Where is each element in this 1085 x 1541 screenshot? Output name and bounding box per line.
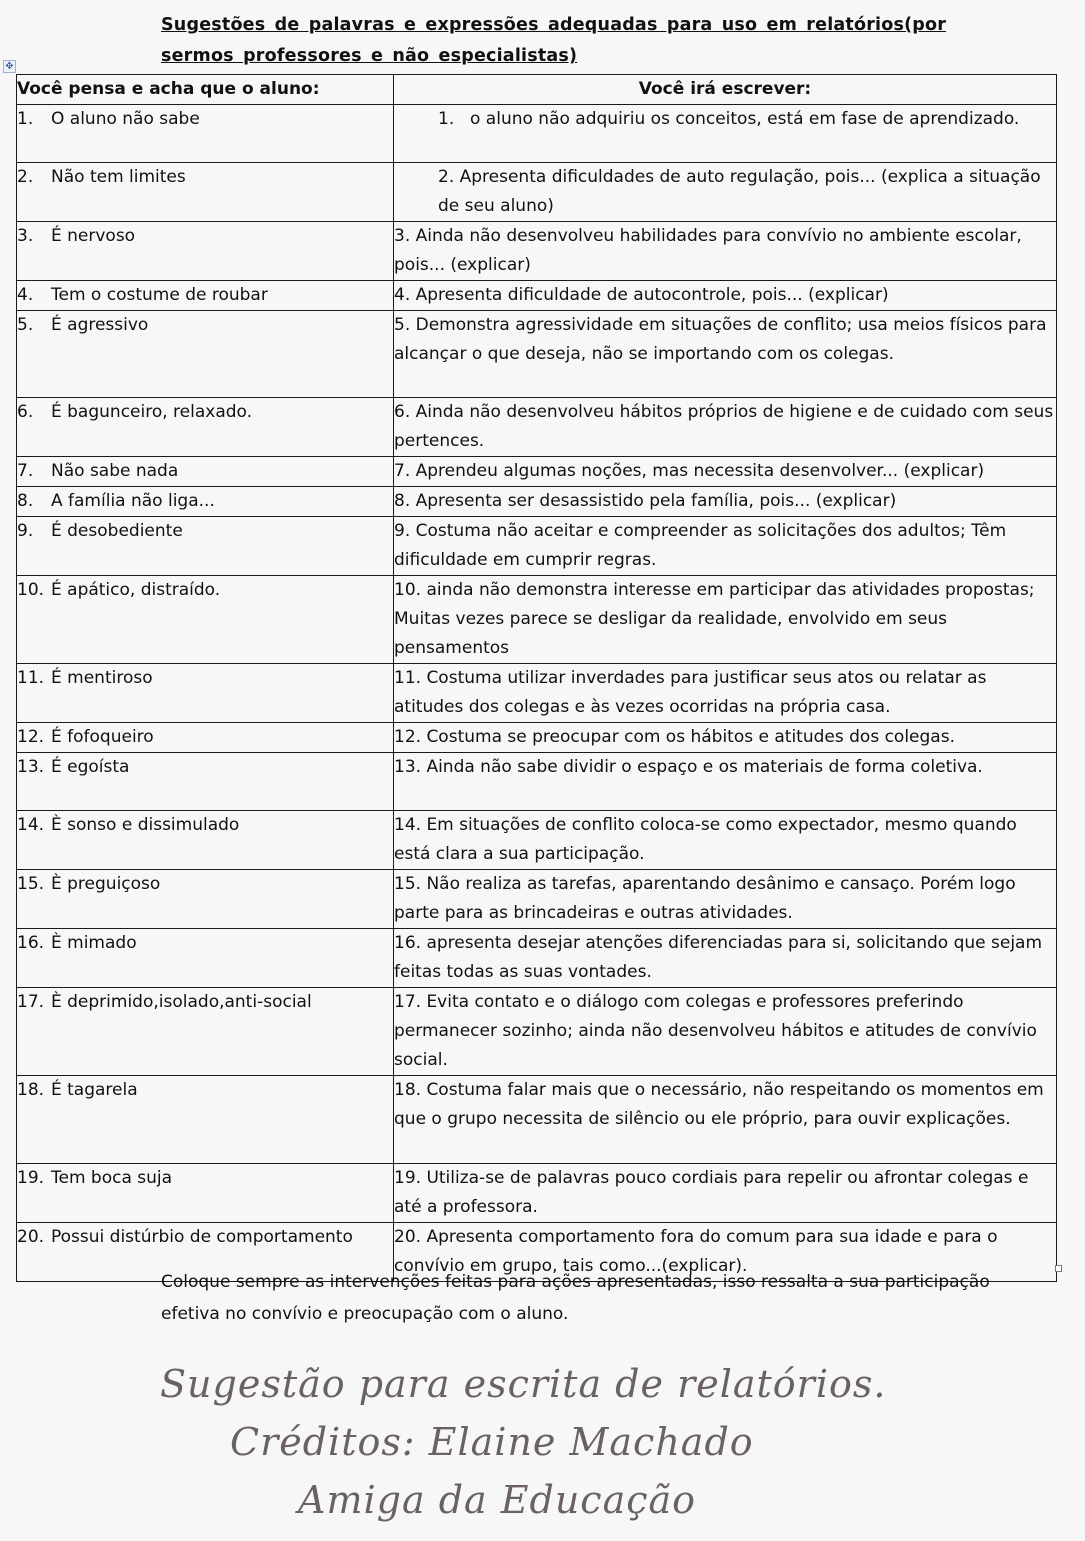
write-text: 16. apresenta desejar atenções diferenciadas para si, solicitando que sejam feitas todas as suas vontades. [394,933,1043,982]
table-resize-handle[interactable] [1055,1265,1062,1272]
write-text: 13. Ainda não sabe dividir o espaço e os materiais de forma coletiva. [394,757,983,777]
thinks-text: O aluno não sabe [51,109,200,129]
cell-thinks [17,723,394,753]
thinks-text: É fofoqueiro [51,727,154,747]
write-text: 2. Apresenta dificuldades de auto regulação, pois... (explica a situação de seu aluno) [438,167,1041,216]
row-number: 12. [17,727,45,747]
thinks-text: É egoísta [51,757,130,777]
thinks-text: É nervoso [51,226,136,246]
signature-line-1: Sugestão para escrita de relatórios. [160,1362,887,1406]
thinks-text: É tagarela [51,1080,138,1100]
thinks-text: É apático, distraído. [51,580,221,600]
table-row [17,1076,1057,1164]
cell-thinks [17,576,394,664]
row-number: 16. [17,933,45,953]
write-number: 1. [438,109,455,129]
row-number: 19. [17,1168,45,1188]
write-text: 4. Apresenta dificuldade de autocontrole, pois... (explicar) [394,285,889,305]
row-number: 11. [17,668,45,688]
row-number: 18. [17,1080,45,1100]
row-number: 7. [17,461,34,481]
table-row [17,281,1057,311]
write-text: 5. Demonstra agressividade em situações de conflito; usa meios físicos para alcançar o que deseja, não se importando com os colegas. [394,315,1047,364]
row-number: 4. [17,285,34,305]
thinks-text: È mimado [51,933,137,953]
write-text: 12. Costuma se preocupar com os hábitos e atitudes dos colegas. [394,727,955,747]
write-text: 19. Utiliza-se de palavras pouco cordiais para repelir ou afrontar colegas e até a professora. [394,1168,1029,1217]
write-text: 18. Costuma falar mais que o necessário, não respeitando os momentos em que o grupo necessita de silêncio ou ele próprio, para ouvir explicações. [394,1080,1044,1129]
write-text: o aluno não adquiriu os conceitos, está em fase de aprendizado. [470,109,1020,129]
table-row [17,811,1057,870]
row-number: 8. [17,491,34,511]
row-number: 14. [17,815,45,835]
row-number: 6. [17,402,34,422]
write-text: 15. Não realiza as tarefas, aparentando desânimo e cansaço. Porém logo parte para as brincadeiras e outras atividades. [394,874,1016,923]
cell-write [394,1164,1057,1223]
cell-write [394,870,1057,929]
cell-write [394,753,1057,811]
footer-note: Coloque sempre as intervenções feitas para ações apresentadas, isso ressalta a sua participação efetiva no convívio e preocupação com o aluno. [161,1272,990,1324]
write-text: 6. Ainda não desenvolveu hábitos próprios de higiene e de cuidado com seus pertences. [394,402,1054,451]
cell-write [394,222,1057,281]
cell-write [394,163,1057,222]
cell-thinks [17,105,394,163]
write-text: 9. Costuma não aceitar e compreender as solicitações dos adultos; Têm dificuldade em cumprir regras. [394,521,1007,570]
signature-organization: Amiga da Educação [298,1478,697,1522]
row-number: 20. [17,1227,45,1247]
column-header-write: Você irá escrever: [394,75,1057,105]
cell-thinks [17,163,394,222]
cell-write [394,1076,1057,1164]
table-row [17,1164,1057,1223]
table-row [17,222,1057,281]
cell-thinks [17,870,394,929]
row-number: 2. [17,167,34,187]
cell-write [394,281,1057,311]
cell-write [394,398,1057,457]
thinks-text: È sonso e dissimulado [51,815,240,835]
table-row [17,517,1057,576]
write-text: 14. Em situações de conflito coloca-se como expectador, mesmo quando está clara a sua participação. [394,815,1017,864]
table-row [17,576,1057,664]
cell-thinks [17,222,394,281]
table-row [17,487,1057,517]
cell-write [394,929,1057,988]
row-number: 15. [17,874,45,894]
thinks-text: Tem boca suja [51,1168,173,1188]
write-text: 7. Aprendeu algumas noções, mas necessita desenvolver... (explicar) [394,461,985,481]
write-text: 8. Apresenta ser desassistido pela família, pois... (explicar) [394,491,897,511]
table-row [17,988,1057,1076]
cell-write [394,811,1057,870]
table-row [17,398,1057,457]
document-title: Sugestões de palavras e expressões adequadas para uso em relatórios(por sermos professores e não especialistas) [161,15,947,66]
cell-thinks [17,311,394,398]
cell-thinks [17,457,394,487]
thinks-text: É bagunceiro, relaxado. [51,402,253,422]
cell-thinks [17,811,394,870]
write-text: 10. ainda não demonstra interesse em participar das atividades propostas; Muitas vezes parece se desligar da realidade, envolvido em seus pensamentos [394,580,1035,658]
thinks-text: Não tem limites [51,167,186,187]
row-number: 17. [17,992,45,1012]
table-row [17,163,1057,222]
cell-write [394,457,1057,487]
row-number: 5. [17,315,34,335]
thinks-text: A família não liga... [51,491,215,511]
table-row [17,929,1057,988]
column-header-thinks: Você pensa e acha que o aluno: [17,75,394,105]
cell-thinks [17,281,394,311]
thinks-text: Não sabe nada [51,461,179,481]
thinks-text: É mentiroso [51,668,153,688]
signature-credits: Créditos: Elaine Machado [230,1420,754,1464]
cell-thinks [17,487,394,517]
write-text: 11. Costuma utilizar inverdades para justificar seus atos ou relatar as atitudes dos colegas e às vezes ocorridas na própria casa. [394,668,987,717]
cell-thinks [17,929,394,988]
cell-write [394,664,1057,723]
cell-thinks [17,988,394,1076]
table-header-row [17,75,1057,105]
thinks-text: È preguiçoso [51,874,161,894]
cell-write [394,311,1057,398]
cell-thinks [17,1164,394,1223]
thinks-text: Tem o costume de roubar [51,285,268,305]
row-number: 9. [17,521,34,541]
cell-thinks [17,517,394,576]
table-move-handle-icon[interactable]: ✥ [3,60,16,73]
write-text: 3. Ainda não desenvolveu habilidades para convívio no ambiente escolar, pois... (explicar) [394,226,1022,275]
cell-write [394,723,1057,753]
table-row [17,870,1057,929]
row-number: 10. [17,580,45,600]
table-row [17,457,1057,487]
row-number: 1. [17,109,34,129]
write-text: 20. Apresenta comportamento fora do comum para sua idade e para o convívio em grupo, tais como...(explicar). [394,1227,998,1276]
row-number: 3. [17,226,34,246]
table-row [17,311,1057,398]
table-row [17,753,1057,811]
thinks-text: Possui distúrbio de comportamento [51,1227,353,1247]
write-text: 17. Evita contato e o diálogo com colegas e professores preferindo permanecer sozinho; ainda não desenvolveu hábitos e atitudes de convívio social. [394,992,1037,1070]
cell-write [394,517,1057,576]
cell-write [394,105,1057,163]
table-row [17,105,1057,163]
thinks-text: É agressivo [51,315,149,335]
thinks-text: É desobediente [51,521,183,541]
cell-thinks [17,398,394,457]
cell-write [394,988,1057,1076]
suggestions-table [16,74,1057,1282]
cell-thinks [17,1076,394,1164]
cell-write [394,576,1057,664]
cell-thinks [17,753,394,811]
cell-thinks [17,664,394,723]
cell-write [394,487,1057,517]
row-number: 13. [17,757,45,777]
table-row [17,723,1057,753]
thinks-text: È deprimido,isolado,anti-social [51,992,312,1012]
table-row [17,664,1057,723]
